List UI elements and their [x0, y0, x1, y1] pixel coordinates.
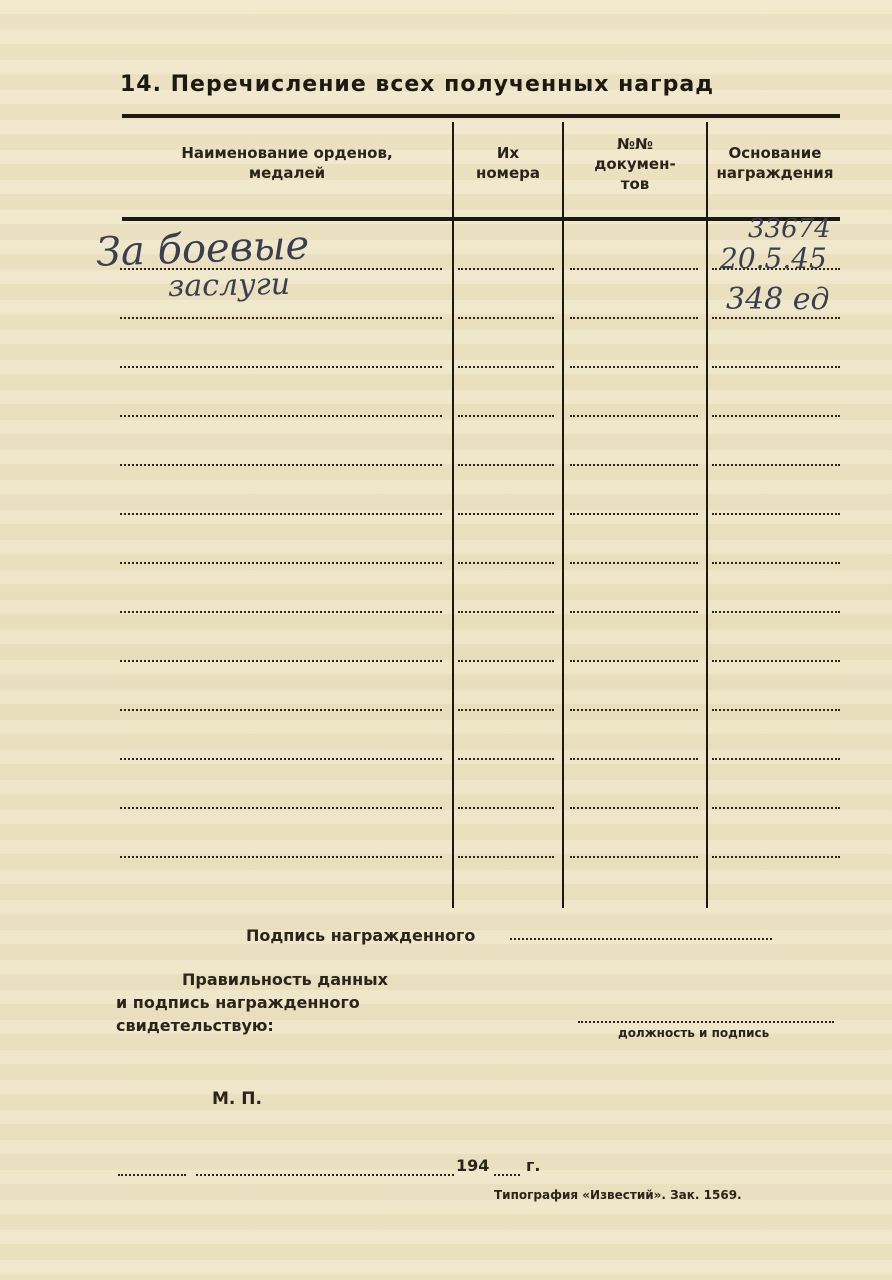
- position-signature-line: [578, 1021, 834, 1023]
- handwritten-basis-line3: 348 ед: [726, 282, 830, 317]
- table-row-line: [570, 317, 698, 319]
- handwritten-basis-line1: 33674: [748, 214, 831, 244]
- table-row-line: [570, 268, 698, 270]
- handwritten-award-name-line2: заслуги: [167, 266, 291, 305]
- table-row-line: [458, 758, 554, 760]
- table-row-line: [712, 709, 840, 711]
- table-row-line: [570, 513, 698, 515]
- signature-label: Подпись награжденного: [246, 926, 476, 945]
- table-row-line: [712, 758, 840, 760]
- table-row-line: [120, 807, 442, 809]
- table-row-line: [120, 660, 442, 662]
- table-row-line: [120, 415, 442, 417]
- table-row-line: [458, 709, 554, 711]
- year-suffix: г.: [526, 1156, 541, 1175]
- table-row-line: [458, 415, 554, 417]
- verification-line2: и подпись награжденного: [116, 993, 360, 1012]
- table-row-line: [458, 513, 554, 515]
- table-row-line: [458, 464, 554, 466]
- table-row-line: [458, 317, 554, 319]
- header-award-numbers: Их номера: [476, 144, 540, 182]
- column-divider-3: [706, 122, 708, 908]
- table-row-line: [712, 611, 840, 613]
- date-day-line: [118, 1174, 186, 1176]
- table-row-line: [570, 562, 698, 564]
- table-row-line: [120, 611, 442, 613]
- table-row-line: [458, 856, 554, 858]
- table-row-line: [712, 317, 840, 319]
- table-row-line: [458, 807, 554, 809]
- year-prefix: 194: [456, 1156, 490, 1175]
- table-row-line: [458, 660, 554, 662]
- table-row-line: [570, 415, 698, 417]
- stamp-mark: М. П.: [212, 1089, 262, 1109]
- handwritten-award-name-line1: За боевые: [95, 222, 310, 276]
- signature-line: [510, 938, 772, 940]
- table-row-line: [458, 268, 554, 270]
- table-row-line: [570, 464, 698, 466]
- handwritten-basis-line2: 20.5.45: [720, 242, 827, 275]
- table-row-line: [712, 562, 840, 564]
- printer-imprint: Типография «Известий». Зак. 1569.: [494, 1188, 742, 1202]
- verification-line3: свидетельствую:: [116, 1016, 274, 1035]
- table-row-line: [458, 366, 554, 368]
- table-row-line: [712, 513, 840, 515]
- table-row-line: [120, 856, 442, 858]
- column-divider-1: [452, 122, 454, 908]
- table-row-line: [712, 807, 840, 809]
- table-row-line: [712, 856, 840, 858]
- table-row-line: [120, 709, 442, 711]
- table-row-line: [120, 513, 442, 515]
- table-row-line: [570, 366, 698, 368]
- verification-line1: Правильность данных: [182, 970, 388, 989]
- section-title: 14. Перечисление всех полученных наград: [120, 72, 714, 97]
- table-row-line: [712, 415, 840, 417]
- table-row-line: [458, 562, 554, 564]
- table-row-line: [712, 464, 840, 466]
- date-month-line: [196, 1174, 454, 1176]
- table-row-line: [120, 464, 442, 466]
- year-line: [494, 1174, 520, 1176]
- table-row-line: [120, 562, 442, 564]
- table-row-line: [120, 758, 442, 760]
- column-divider-2: [562, 122, 564, 908]
- header-rule: [122, 217, 840, 221]
- title-rule: [122, 114, 840, 118]
- table-row-line: [570, 758, 698, 760]
- table-row-line: [570, 660, 698, 662]
- table-row-line: [570, 709, 698, 711]
- table-row-line: [120, 366, 442, 368]
- table-row-line: [458, 611, 554, 613]
- table-row-line: [570, 856, 698, 858]
- table-row-line: [712, 366, 840, 368]
- header-document-numbers: №№ докумен- тов: [594, 135, 676, 193]
- header-award-name: Наименование орденов, медалей: [181, 144, 393, 182]
- table-row-line: [570, 611, 698, 613]
- header-award-basis: Основание награждения: [716, 144, 834, 182]
- position-caption: должность и подпись: [618, 1026, 770, 1040]
- table-row-line: [120, 317, 442, 319]
- table-row-line: [570, 807, 698, 809]
- table-row-line: [712, 660, 840, 662]
